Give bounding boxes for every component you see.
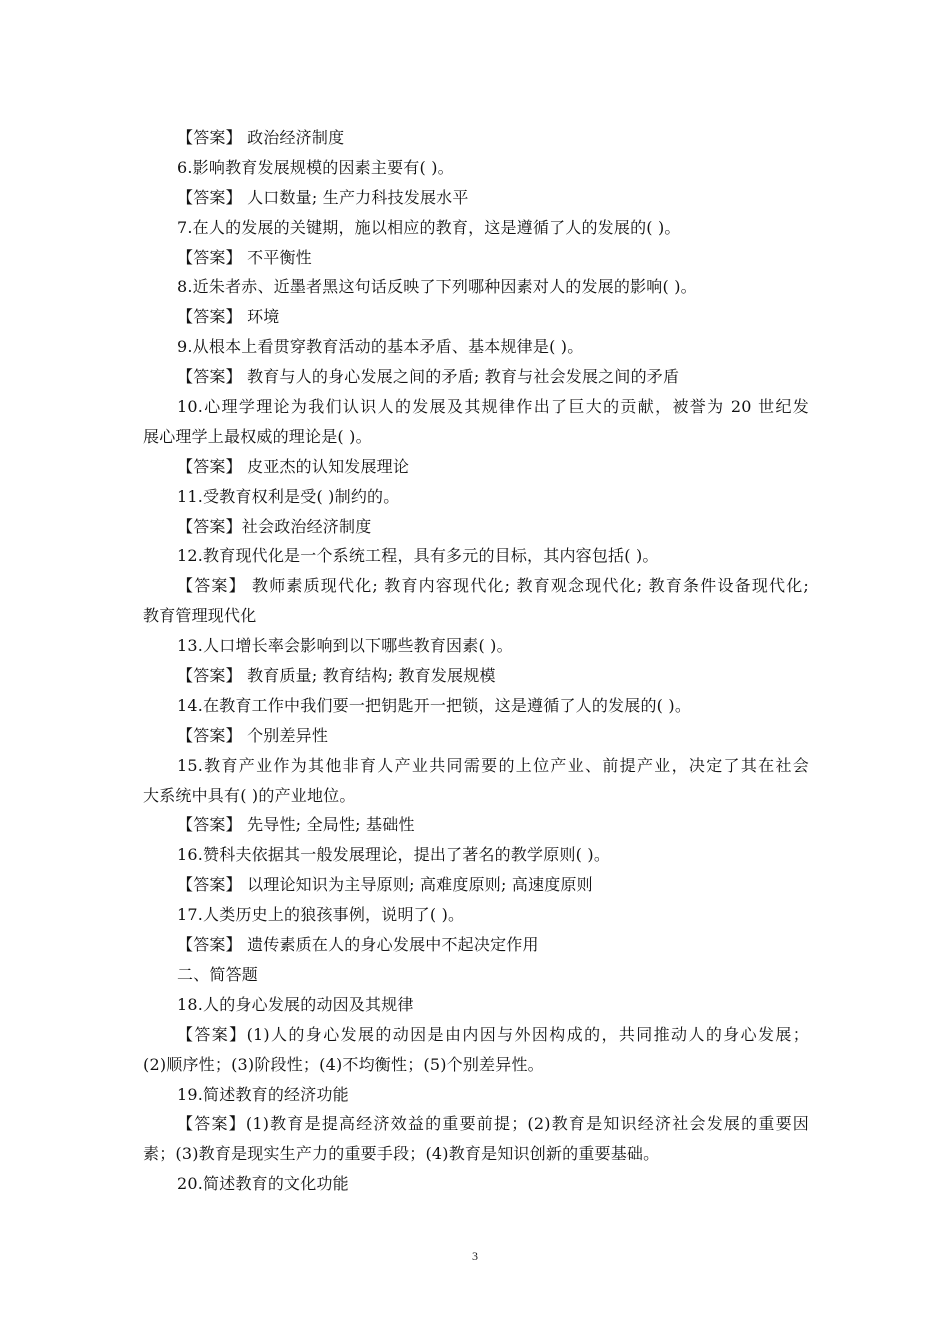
text-line: 二、简答题	[177, 964, 259, 984]
text-line: 14.在教育工作中我们要一把钥匙开一把锁，这是遵循了人的发展的( )。	[177, 695, 692, 715]
text-line: 【答案】 不平衡性	[177, 247, 312, 267]
text-line: 【答案】 个别差异性	[177, 725, 329, 745]
text-line: 【答案】(1)人的身心发展的动因是由内因与外因构成的，共同推动人的身心发展；	[177, 1024, 809, 1044]
text-line: 15.教育产业作为其他非育人产业共同需要的上位产业、前提产业，决定了其在社会	[177, 755, 809, 775]
text-line: 【答案】 教师素质现代化; 教育内容现代化; 教育观念现代化; 教育条件设备现代化;	[177, 576, 809, 596]
text-line: 【答案】 先导性; 全局性; 基础性	[177, 815, 415, 835]
text-line: 素；(3)教育是现实生产力的重要手段；(4)教育是知识创新的重要基础。	[143, 1144, 660, 1164]
text-line: 【答案】 环境	[177, 307, 280, 327]
page-number: 3	[472, 1249, 478, 1263]
text-line: 19.简述教育的经济功能	[177, 1084, 349, 1104]
text-line: 17.人类历史上的狼孩事例，说明了( )。	[177, 905, 465, 925]
text-line: 6.影响教育发展规模的因素主要有( )。	[177, 157, 454, 177]
text-line: 18.人的身心发展的动因及其规律	[177, 994, 414, 1014]
text-line: 【答案】 教育与人的身心发展之间的矛盾; 教育与社会发展之间的矛盾	[177, 367, 680, 387]
text-line: 20.简述教育的文化功能	[177, 1174, 349, 1194]
text-line: 11.受教育权利是受( )制约的。	[177, 486, 400, 506]
text-line: 【答案】 政治经济制度	[177, 128, 345, 147]
document-body	[143, 123, 809, 1199]
text-line: 【答案】 教育质量; 教育结构; 教育发展规模	[177, 666, 496, 686]
text-line: 【答案】 人口数量; 生产力科技发展水平	[177, 187, 469, 207]
text-line: 【答案】社会政治经济制度	[177, 516, 372, 536]
text-line: 【答案】(1)教育是提高经济效益的重要前提；(2)教育是知识经济社会发展的重要因	[177, 1114, 809, 1134]
text-line: 10.心理学理论为我们认识人的发展及其规律作出了巨大的贡献，被誉为 20 世纪发	[177, 397, 809, 417]
text-line: 16.赞科夫依据其一般发展理论，提出了著名的教学原则( )。	[177, 845, 611, 865]
text-line: 教育管理现代化	[143, 606, 257, 626]
text-line: (2)顺序性；(3)阶段性；(4)不均衡性；(5)个别差异性。	[143, 1054, 544, 1074]
text-line: 7.在人的发展的关键期，施以相应的教育，这是遵循了人的发展的( )。	[177, 217, 681, 237]
text-line: 8.近朱者赤、近墨者黑这句话反映了下列哪种因素对人的发展的影响( )。	[177, 277, 697, 297]
text-line: 大系统中具有( )的产业地位。	[143, 785, 356, 805]
text-line: 【答案】 皮亚杰的认知发展理论	[177, 456, 410, 476]
text-line: 9.从根本上看贯穿教育活动的基本矛盾、基本规律是( )。	[177, 337, 584, 357]
text-line: 【答案】 以理论知识为主导原则; 高难度原则; 高速度原则	[177, 875, 593, 895]
text-line: 13.人口增长率会影响到以下哪些教育因素( )。	[177, 636, 513, 656]
text-line: 12.教育现代化是一个系统工程，具有多元的目标，其内容包括( )。	[177, 546, 659, 566]
text-line: 【答案】 遗传素质在人的身心发展中不起决定作用	[177, 935, 539, 955]
text-line: 展心理学上最权威的理论是( )。	[143, 426, 372, 446]
